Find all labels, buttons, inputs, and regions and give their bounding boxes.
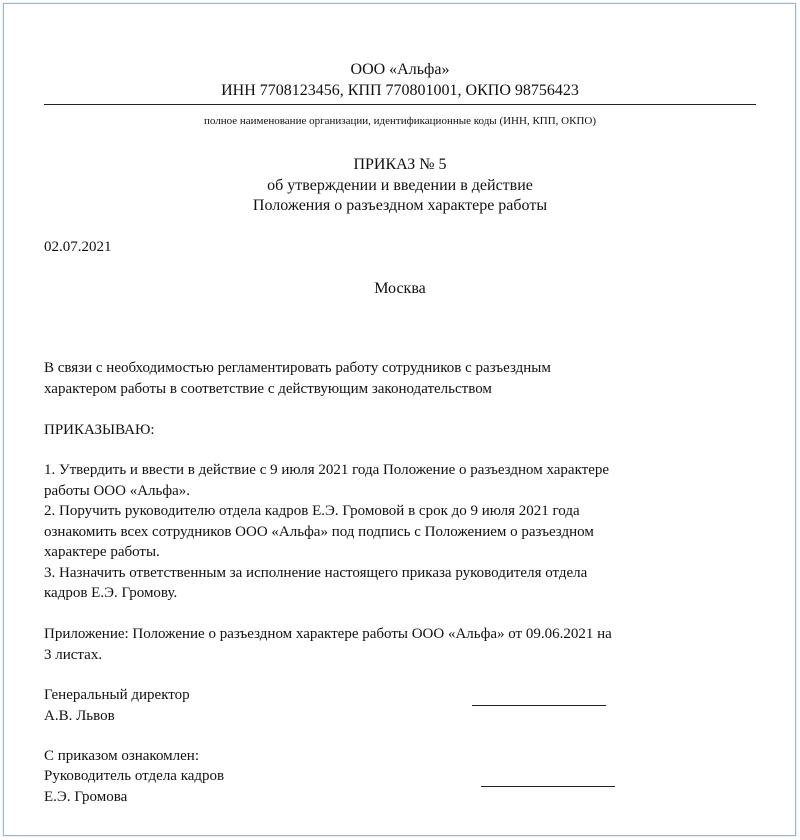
org-codes: ИНН 7708123456, КПП 770801001, ОКПО 98756423 bbox=[221, 82, 579, 99]
acknowledged-label: С приказом ознакомлен: bbox=[44, 748, 200, 764]
order-item-line: 2. Поручить руководителю отдела кадров Е.Э. Громовой в срок до 9 июля 2021 года bbox=[44, 503, 580, 519]
document-frame bbox=[3, 3, 796, 836]
preamble-line: В связи с необходимостью регламентировать работу сотрудников с разъездным bbox=[44, 360, 551, 376]
hr-title: Руководитель отдела кадров bbox=[44, 768, 225, 784]
order-subject-line2: Положения о разъездном характере работы bbox=[252, 197, 548, 214]
org-caption: полное наименование организации, идентификационные коды (ИНН, КПП, ОКПО) bbox=[203, 115, 596, 127]
hr-name: Е.Э. Громова bbox=[44, 789, 128, 805]
header-rule bbox=[44, 104, 756, 105]
order-item-line: работы ООО «Альфа». bbox=[44, 483, 191, 499]
order-word: ПРИКАЗЫВАЮ: bbox=[44, 422, 155, 438]
order-item-line: ознакомить всех сотрудников ООО «Альфа» под подпись с Положением о разъездном bbox=[44, 524, 594, 540]
director-signature-line bbox=[472, 705, 606, 706]
attachment-line: Приложение: Положение о разъездном характере работы ООО «Альфа» от 09.06.2021 на bbox=[44, 626, 612, 642]
director-title: Генеральный директор bbox=[44, 687, 190, 703]
order-item-line: 1. Утвердить и ввести в действие с 9 июля 2021 года Положение о разъездном характере bbox=[44, 462, 610, 478]
hr-signature-line bbox=[481, 786, 615, 787]
order-date: 02.07.2021 bbox=[44, 239, 112, 255]
attachment-line: 3 листах. bbox=[44, 647, 103, 663]
order-city: Москва bbox=[374, 280, 426, 297]
order-item-line: кадров Е.Э. Громову. bbox=[44, 585, 178, 601]
preamble-line: характером работы в соответствие с действующим законодательством bbox=[44, 381, 492, 397]
order-title: ПРИКАЗ № 5 bbox=[353, 156, 447, 173]
org-name: ООО «Альфа» bbox=[350, 61, 450, 78]
order-item-line: характере работы. bbox=[44, 544, 160, 560]
order-subject-line1: об утверждении и введении в действие bbox=[267, 177, 533, 194]
order-item-line: 3. Назначить ответственным за исполнение настоящего приказа руководителя отдела bbox=[44, 565, 588, 581]
director-name: А.В. Львов bbox=[44, 708, 115, 724]
